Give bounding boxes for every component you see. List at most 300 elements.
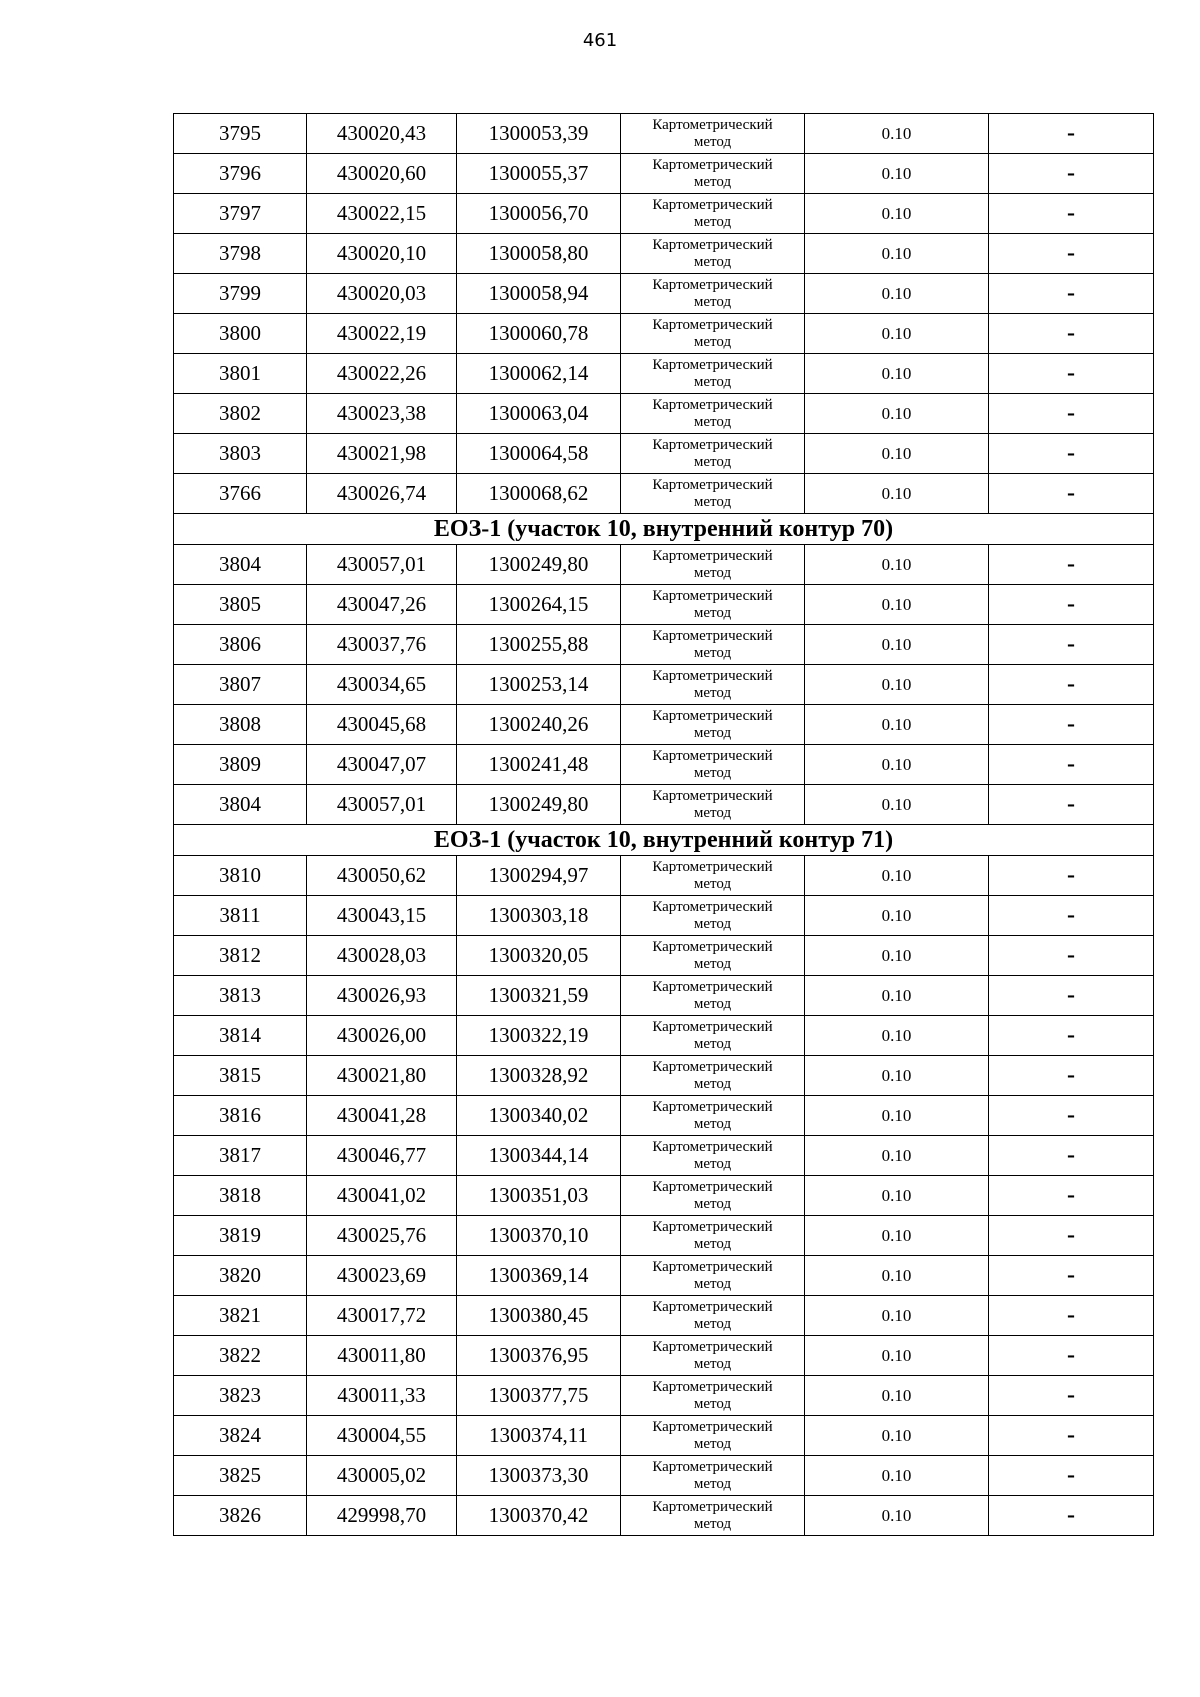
point-id-cell: 3804: [174, 785, 307, 825]
x-coordinate-cell: 430021,98: [307, 434, 457, 474]
empty-value-cell: -: [989, 274, 1154, 314]
method-label-line2: метод: [693, 875, 732, 892]
table-row: [174, 394, 1154, 434]
method-label-line1: Картометрический: [652, 1378, 773, 1395]
method-label-line1: Картометрический: [652, 1218, 773, 1235]
x-coordinate-cell: 430022,15: [307, 194, 457, 234]
method-label-line1: Картометрический: [652, 316, 773, 333]
section-title: ЕОЗ-1 (участок 10, внутренний контур 70): [174, 514, 1154, 545]
accuracy-cell: 0.10: [805, 1256, 989, 1296]
method-label-line1: Картометрический: [652, 747, 773, 764]
method-label-line2: метод: [693, 173, 732, 190]
method-cell: [621, 154, 805, 194]
coordinates-table: [173, 113, 1154, 1536]
table-row: [174, 1496, 1154, 1536]
method-label-line2: метод: [693, 373, 732, 390]
point-id-cell: 3808: [174, 705, 307, 745]
method-cell: [621, 1056, 805, 1096]
x-coordinate-cell: 430057,01: [307, 545, 457, 585]
empty-value-cell: -: [989, 1376, 1154, 1416]
accuracy-cell: 0.10: [805, 434, 989, 474]
y-coordinate-cell: 1300294,97: [457, 856, 621, 896]
accuracy-cell: 0.10: [805, 1296, 989, 1336]
empty-value-cell: -: [989, 1136, 1154, 1176]
method-label-line2: метод: [693, 644, 732, 661]
point-id-cell: 3809: [174, 745, 307, 785]
empty-value-cell: -: [989, 434, 1154, 474]
y-coordinate-cell: 1300328,92: [457, 1056, 621, 1096]
point-id-cell: 3820: [174, 1256, 307, 1296]
x-coordinate-cell: 430028,03: [307, 936, 457, 976]
y-coordinate-cell: 1300320,05: [457, 936, 621, 976]
accuracy-cell: 0.10: [805, 936, 989, 976]
point-id-cell: 3814: [174, 1016, 307, 1056]
method-label-line1: Картометрический: [652, 1498, 773, 1515]
method-label-line2: метод: [693, 1115, 732, 1132]
table-row: [174, 1296, 1154, 1336]
x-coordinate-cell: 430022,19: [307, 314, 457, 354]
y-coordinate-cell: 1300062,14: [457, 354, 621, 394]
accuracy-cell: 0.10: [805, 745, 989, 785]
method-cell: [621, 936, 805, 976]
method-label-line2: метод: [693, 1235, 732, 1252]
table-row: [174, 1416, 1154, 1456]
method-cell: [621, 976, 805, 1016]
table-row: [174, 1136, 1154, 1176]
method-label-line2: метод: [693, 1155, 732, 1172]
x-coordinate-cell: 430026,74: [307, 474, 457, 514]
table-row: [174, 474, 1154, 514]
empty-value-cell: -: [989, 785, 1154, 825]
method-cell: [621, 234, 805, 274]
y-coordinate-cell: 1300056,70: [457, 194, 621, 234]
empty-value-cell: -: [989, 1496, 1154, 1536]
method-label-line1: Картометрический: [652, 707, 773, 724]
accuracy-cell: 0.10: [805, 274, 989, 314]
method-label-line1: Картометрический: [652, 1458, 773, 1475]
y-coordinate-cell: 1300063,04: [457, 394, 621, 434]
method-label-line2: метод: [693, 764, 732, 781]
y-coordinate-cell: 1300249,80: [457, 785, 621, 825]
method-label-line2: метод: [693, 413, 732, 430]
method-label-line1: Картометрический: [652, 667, 773, 684]
accuracy-cell: 0.10: [805, 625, 989, 665]
empty-value-cell: -: [989, 585, 1154, 625]
empty-value-cell: -: [989, 856, 1154, 896]
point-id-cell: 3795: [174, 114, 307, 154]
method-cell: [621, 114, 805, 154]
x-coordinate-cell: 430023,38: [307, 394, 457, 434]
empty-value-cell: -: [989, 745, 1154, 785]
empty-value-cell: -: [989, 394, 1154, 434]
section-title: ЕОЗ-1 (участок 10, внутренний контур 71): [174, 825, 1154, 856]
empty-value-cell: -: [989, 154, 1154, 194]
empty-value-cell: -: [989, 625, 1154, 665]
y-coordinate-cell: 1300068,62: [457, 474, 621, 514]
method-cell: [621, 856, 805, 896]
y-coordinate-cell: 1300249,80: [457, 545, 621, 585]
x-coordinate-cell: 430021,80: [307, 1056, 457, 1096]
point-id-cell: 3798: [174, 234, 307, 274]
y-coordinate-cell: 1300344,14: [457, 1136, 621, 1176]
point-id-cell: 3796: [174, 154, 307, 194]
x-coordinate-cell: 430020,43: [307, 114, 457, 154]
table-row: [174, 434, 1154, 474]
accuracy-cell: 0.10: [805, 394, 989, 434]
method-label-line1: Картометрический: [652, 1418, 773, 1435]
method-cell: [621, 745, 805, 785]
accuracy-cell: 0.10: [805, 194, 989, 234]
empty-value-cell: -: [989, 1296, 1154, 1336]
y-coordinate-cell: 1300376,95: [457, 1336, 621, 1376]
point-id-cell: 3811: [174, 896, 307, 936]
empty-value-cell: -: [989, 1016, 1154, 1056]
table-row: [174, 1256, 1154, 1296]
accuracy-cell: 0.10: [805, 856, 989, 896]
table-row: [174, 194, 1154, 234]
x-coordinate-cell: 430043,15: [307, 896, 457, 936]
method-cell: [621, 705, 805, 745]
table-row: [174, 705, 1154, 745]
y-coordinate-cell: 1300369,14: [457, 1256, 621, 1296]
table-row: [174, 785, 1154, 825]
method-cell: [621, 545, 805, 585]
method-cell: [621, 625, 805, 665]
point-id-cell: 3803: [174, 434, 307, 474]
y-coordinate-cell: 1300255,88: [457, 625, 621, 665]
point-id-cell: 3797: [174, 194, 307, 234]
accuracy-cell: 0.10: [805, 976, 989, 1016]
point-id-cell: 3826: [174, 1496, 307, 1536]
method-label-line2: метод: [693, 955, 732, 972]
point-id-cell: 3816: [174, 1096, 307, 1136]
y-coordinate-cell: 1300053,39: [457, 114, 621, 154]
x-coordinate-cell: 430034,65: [307, 665, 457, 705]
method-cell: [621, 785, 805, 825]
empty-value-cell: -: [989, 665, 1154, 705]
accuracy-cell: 0.10: [805, 354, 989, 394]
point-id-cell: 3812: [174, 936, 307, 976]
point-id-cell: 3801: [174, 354, 307, 394]
y-coordinate-cell: 1300058,94: [457, 274, 621, 314]
point-id-cell: 3818: [174, 1176, 307, 1216]
x-coordinate-cell: 430047,26: [307, 585, 457, 625]
method-label-line2: метод: [693, 253, 732, 270]
method-label-line1: Картометрический: [652, 978, 773, 995]
y-coordinate-cell: 1300377,75: [457, 1376, 621, 1416]
table-row: [174, 585, 1154, 625]
empty-value-cell: -: [989, 1336, 1154, 1376]
point-id-cell: 3807: [174, 665, 307, 705]
y-coordinate-cell: 1300264,15: [457, 585, 621, 625]
accuracy-cell: 0.10: [805, 1096, 989, 1136]
y-coordinate-cell: 1300253,14: [457, 665, 621, 705]
table-row: [174, 625, 1154, 665]
method-label-line2: метод: [693, 1075, 732, 1092]
x-coordinate-cell: 430011,33: [307, 1376, 457, 1416]
method-label-line2: метод: [693, 493, 732, 510]
x-coordinate-cell: 430004,55: [307, 1416, 457, 1456]
y-coordinate-cell: 1300370,42: [457, 1496, 621, 1536]
method-label-line2: метод: [693, 915, 732, 932]
method-label-line1: Картометрический: [652, 587, 773, 604]
method-cell: [621, 1336, 805, 1376]
point-id-cell: 3823: [174, 1376, 307, 1416]
method-label-line2: метод: [693, 995, 732, 1012]
y-coordinate-cell: 1300303,18: [457, 896, 621, 936]
method-label-line1: Картометрический: [652, 1138, 773, 1155]
method-label-line1: Картометрический: [652, 1338, 773, 1355]
empty-value-cell: -: [989, 1096, 1154, 1136]
y-coordinate-cell: 1300064,58: [457, 434, 621, 474]
table-row: [174, 1096, 1154, 1136]
method-cell: [621, 1416, 805, 1456]
accuracy-cell: 0.10: [805, 1176, 989, 1216]
point-id-cell: 3824: [174, 1416, 307, 1456]
y-coordinate-cell: 1300373,30: [457, 1456, 621, 1496]
point-id-cell: 3822: [174, 1336, 307, 1376]
x-coordinate-cell: 430037,76: [307, 625, 457, 665]
accuracy-cell: 0.10: [805, 1416, 989, 1456]
x-coordinate-cell: 430020,10: [307, 234, 457, 274]
x-coordinate-cell: 430005,02: [307, 1456, 457, 1496]
table-row: [174, 1216, 1154, 1256]
method-label-line1: Картометрический: [652, 627, 773, 644]
method-label-line1: Картометрический: [652, 276, 773, 293]
method-cell: [621, 896, 805, 936]
method-label-line1: Картометрический: [652, 1298, 773, 1315]
method-label-line1: Картометрический: [652, 858, 773, 875]
empty-value-cell: -: [989, 1056, 1154, 1096]
x-coordinate-cell: 430050,62: [307, 856, 457, 896]
method-cell: [621, 354, 805, 394]
table-row: [174, 1056, 1154, 1096]
y-coordinate-cell: 1300380,45: [457, 1296, 621, 1336]
empty-value-cell: -: [989, 896, 1154, 936]
method-label-line2: метод: [693, 1355, 732, 1372]
accuracy-cell: 0.10: [805, 1136, 989, 1176]
method-label-line1: Картометрический: [652, 938, 773, 955]
x-coordinate-cell: 430017,72: [307, 1296, 457, 1336]
empty-value-cell: -: [989, 1256, 1154, 1296]
method-cell: [621, 585, 805, 625]
method-cell: [621, 1456, 805, 1496]
table-row: [174, 1336, 1154, 1376]
table-row: [174, 936, 1154, 976]
accuracy-cell: 0.10: [805, 1016, 989, 1056]
table-row: [174, 665, 1154, 705]
method-label-line2: метод: [693, 1395, 732, 1412]
point-id-cell: 3817: [174, 1136, 307, 1176]
y-coordinate-cell: 1300240,26: [457, 705, 621, 745]
table-row: [174, 1456, 1154, 1496]
table-row: [174, 154, 1154, 194]
method-label-line1: Картометрический: [652, 1258, 773, 1275]
table-body: [174, 114, 1154, 1536]
y-coordinate-cell: 1300321,59: [457, 976, 621, 1016]
point-id-cell: 3799: [174, 274, 307, 314]
x-coordinate-cell: 430011,80: [307, 1336, 457, 1376]
empty-value-cell: -: [989, 314, 1154, 354]
accuracy-cell: 0.10: [805, 1496, 989, 1536]
empty-value-cell: -: [989, 1416, 1154, 1456]
point-id-cell: 3766: [174, 474, 307, 514]
method-label-line1: Картометрический: [652, 156, 773, 173]
point-id-cell: 3802: [174, 394, 307, 434]
empty-value-cell: -: [989, 474, 1154, 514]
point-id-cell: 3804: [174, 545, 307, 585]
method-label-line2: метод: [693, 293, 732, 310]
table-row: [174, 354, 1154, 394]
method-cell: [621, 1496, 805, 1536]
accuracy-cell: 0.10: [805, 1336, 989, 1376]
x-coordinate-cell: 430057,01: [307, 785, 457, 825]
point-id-cell: 3800: [174, 314, 307, 354]
empty-value-cell: -: [989, 1456, 1154, 1496]
table-row: [174, 856, 1154, 896]
method-label-line2: метод: [693, 564, 732, 581]
table-row: [174, 234, 1154, 274]
method-label-line1: Картометрический: [652, 1098, 773, 1115]
table-row: [174, 896, 1154, 936]
method-cell: [621, 434, 805, 474]
point-id-cell: 3819: [174, 1216, 307, 1256]
accuracy-cell: 0.10: [805, 154, 989, 194]
method-label-line2: метод: [693, 133, 732, 150]
empty-value-cell: -: [989, 1176, 1154, 1216]
table-row: [174, 1016, 1154, 1056]
empty-value-cell: -: [989, 194, 1154, 234]
method-label-line2: метод: [693, 684, 732, 701]
x-coordinate-cell: 430020,03: [307, 274, 457, 314]
x-coordinate-cell: 430022,26: [307, 354, 457, 394]
table-row: [174, 745, 1154, 785]
method-label-line2: метод: [693, 804, 732, 821]
method-label-line2: метод: [693, 1315, 732, 1332]
method-label-line2: метод: [693, 1275, 732, 1292]
method-label-line2: метод: [693, 1475, 732, 1492]
method-cell: [621, 194, 805, 234]
table-row: [174, 545, 1154, 585]
method-label-line1: Картометрический: [652, 396, 773, 413]
method-cell: [621, 1016, 805, 1056]
method-label-line1: Картометрический: [652, 547, 773, 564]
empty-value-cell: -: [989, 545, 1154, 585]
point-id-cell: 3813: [174, 976, 307, 1016]
method-cell: [621, 274, 805, 314]
method-cell: [621, 314, 805, 354]
method-label-line1: Картометрический: [652, 116, 773, 133]
method-cell: [621, 394, 805, 434]
method-cell: [621, 1296, 805, 1336]
x-coordinate-cell: 430047,07: [307, 745, 457, 785]
x-coordinate-cell: 430025,76: [307, 1216, 457, 1256]
empty-value-cell: -: [989, 1216, 1154, 1256]
accuracy-cell: 0.10: [805, 1376, 989, 1416]
method-label-line2: метод: [693, 453, 732, 470]
point-id-cell: 3825: [174, 1456, 307, 1496]
method-label-line2: метод: [693, 1435, 732, 1452]
accuracy-cell: 0.10: [805, 585, 989, 625]
point-id-cell: 3810: [174, 856, 307, 896]
page-number: 461: [582, 30, 618, 51]
accuracy-cell: 0.10: [805, 474, 989, 514]
x-coordinate-cell: 430026,93: [307, 976, 457, 1016]
point-id-cell: 3821: [174, 1296, 307, 1336]
accuracy-cell: 0.10: [805, 896, 989, 936]
empty-value-cell: -: [989, 976, 1154, 1016]
accuracy-cell: 0.10: [805, 114, 989, 154]
method-label-line2: метод: [693, 1035, 732, 1052]
accuracy-cell: 0.10: [805, 1456, 989, 1496]
x-coordinate-cell: 430046,77: [307, 1136, 457, 1176]
empty-value-cell: -: [989, 705, 1154, 745]
method-cell: [621, 665, 805, 705]
x-coordinate-cell: 429998,70: [307, 1496, 457, 1536]
method-label-line1: Картометрический: [652, 787, 773, 804]
method-label-line1: Картометрический: [652, 1058, 773, 1075]
accuracy-cell: 0.10: [805, 314, 989, 354]
table-row: [174, 314, 1154, 354]
accuracy-cell: 0.10: [805, 705, 989, 745]
method-label-line1: Картометрический: [652, 898, 773, 915]
empty-value-cell: -: [989, 354, 1154, 394]
method-label-line1: Картометрический: [652, 1178, 773, 1195]
method-label-line2: метод: [693, 724, 732, 741]
method-label-line1: Картометрический: [652, 1018, 773, 1035]
empty-value-cell: -: [989, 936, 1154, 976]
table-row: [174, 1176, 1154, 1216]
method-cell: [621, 1096, 805, 1136]
y-coordinate-cell: 1300060,78: [457, 314, 621, 354]
table-row: [174, 1376, 1154, 1416]
table-row: [174, 114, 1154, 154]
y-coordinate-cell: 1300351,03: [457, 1176, 621, 1216]
method-cell: [621, 1256, 805, 1296]
y-coordinate-cell: 1300370,10: [457, 1216, 621, 1256]
y-coordinate-cell: 1300374,11: [457, 1416, 621, 1456]
x-coordinate-cell: 430045,68: [307, 705, 457, 745]
method-cell: [621, 1176, 805, 1216]
accuracy-cell: 0.10: [805, 785, 989, 825]
method-label-line1: Картометрический: [652, 356, 773, 373]
y-coordinate-cell: 1300340,02: [457, 1096, 621, 1136]
y-coordinate-cell: 1300241,48: [457, 745, 621, 785]
method-label-line1: Картометрический: [652, 236, 773, 253]
method-label-line2: метод: [693, 333, 732, 350]
accuracy-cell: 0.10: [805, 1216, 989, 1256]
x-coordinate-cell: 430020,60: [307, 154, 457, 194]
table-row: [174, 274, 1154, 314]
y-coordinate-cell: 1300058,80: [457, 234, 621, 274]
method-cell: [621, 1376, 805, 1416]
method-label-line1: Картометрический: [652, 196, 773, 213]
y-coordinate-cell: 1300322,19: [457, 1016, 621, 1056]
method-label-line1: Картометрический: [652, 436, 773, 453]
table-row: [174, 976, 1154, 1016]
method-label-line2: метод: [693, 1515, 732, 1532]
method-label-line2: метод: [693, 1195, 732, 1212]
accuracy-cell: 0.10: [805, 665, 989, 705]
method-label-line1: Картометрический: [652, 476, 773, 493]
point-id-cell: 3805: [174, 585, 307, 625]
accuracy-cell: 0.10: [805, 1056, 989, 1096]
method-cell: [621, 1136, 805, 1176]
point-id-cell: 3815: [174, 1056, 307, 1096]
empty-value-cell: -: [989, 114, 1154, 154]
x-coordinate-cell: 430041,02: [307, 1176, 457, 1216]
point-id-cell: 3806: [174, 625, 307, 665]
